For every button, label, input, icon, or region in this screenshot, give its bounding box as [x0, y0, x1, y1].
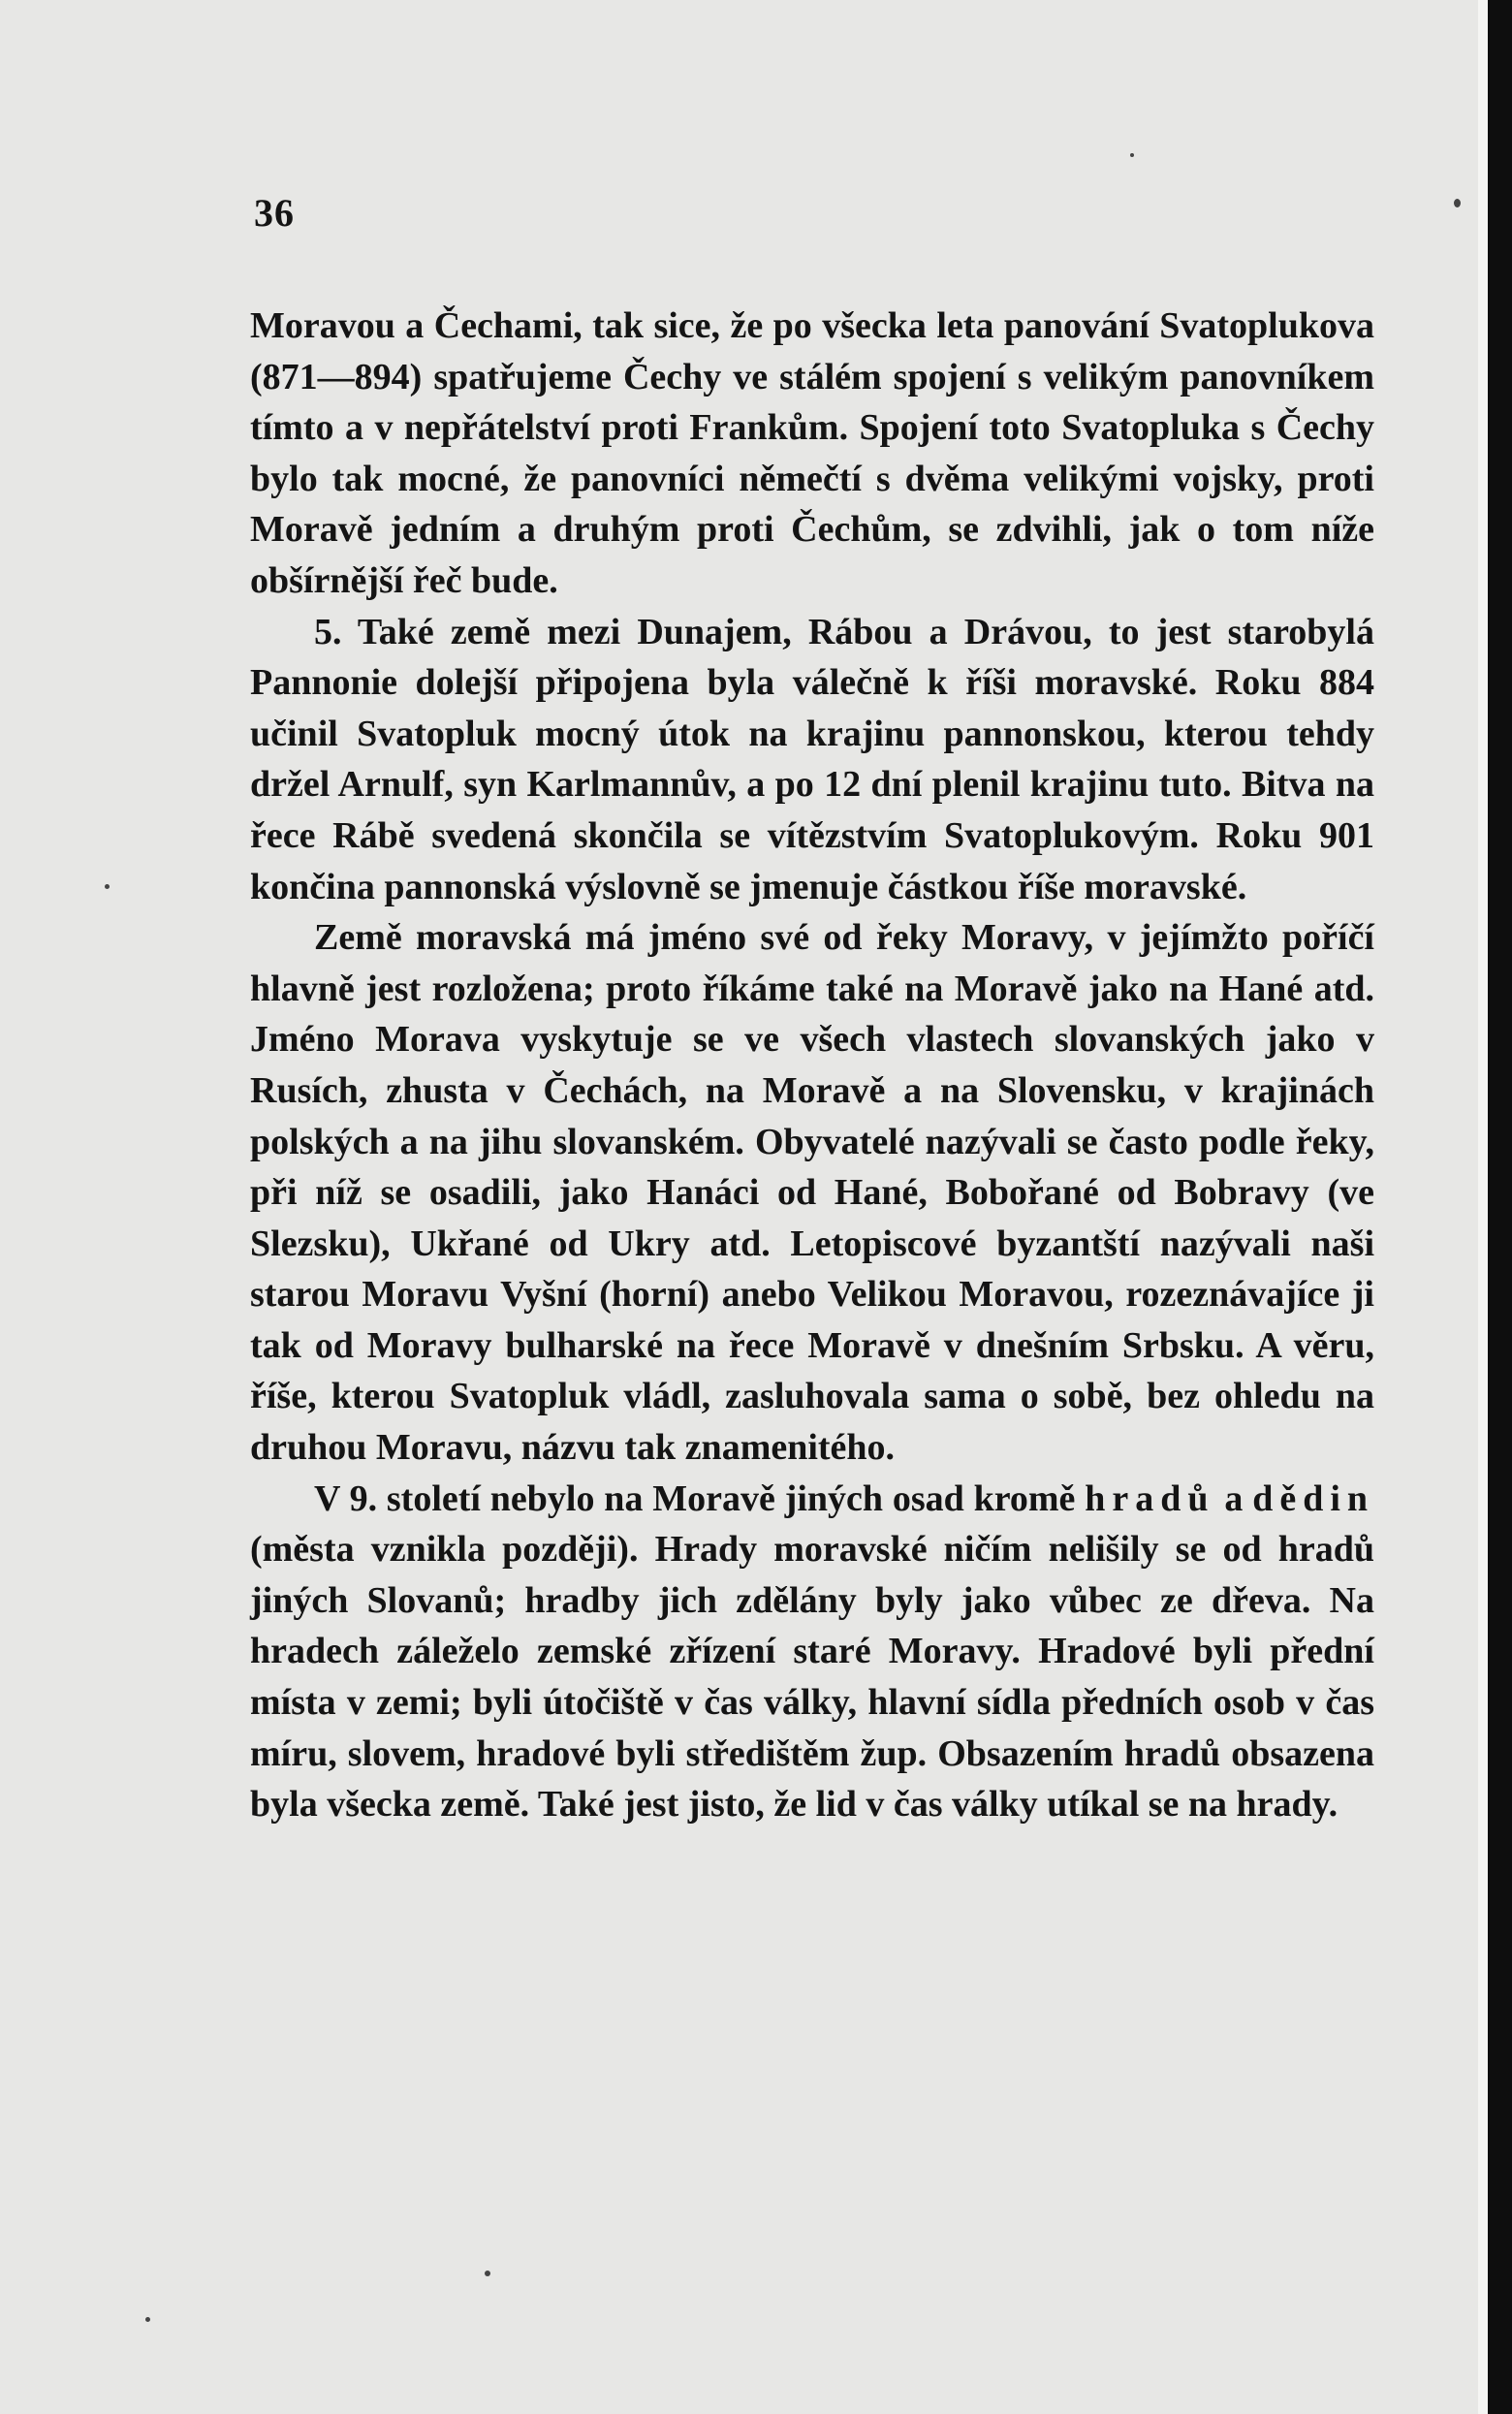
paragraph-4-text-c: (města vznikla později). Hrady moravské ničím nelišily se od hradů jiných Slovanů; hradby jich zdělány byly jako vůbec ze dřeva. Na hradech záleželo zemské zřízení staré Moravy. Hradové byli přední místa v zemi; byli útočiště v čas války, hlavní sídla předních osob v čas míru, slovem, hradové byli středištěm žup. Obsazením hradů obsazena byla všecka země. Také jest jisto, že lid v čas války utíkal se na hrady. — [250, 1529, 1374, 1826]
spaced-word-hradu: hradů — [1085, 1477, 1215, 1519]
paragraph-4-text-a: V 9. století nebylo na Moravě jiných osad kromě — [314, 1477, 1086, 1519]
paragraph-3 — [250, 912, 1374, 1474]
scan-edge — [1488, 0, 1512, 2414]
paragraph-4 — [250, 1474, 1374, 1830]
paper-speck — [485, 2271, 490, 2276]
paragraph-2 — [250, 607, 1374, 913]
spaced-word-dedin: dědin — [1252, 1477, 1375, 1519]
paragraph-4-text-b: a — [1214, 1477, 1253, 1519]
page-number: 36 — [254, 191, 295, 235]
paragraph-1-text: Moravou a Čechami, tak sice, že po všecka leta panování Svatoplukova (871—894) spatřujeme Čechy ve stálém spojení s velikým panovníkem tímto a v nepřátelství proti Frankům. Spojení toto Svatopluka s Čechy bylo tak mocné, že panovníci němečtí s dvěma velikými vojsky, proti Moravě jedním a druhým proti Čechům, se zdvihli, jak o tom níže obšírnější řeč bude. — [250, 305, 1374, 601]
paragraph-3-text: Země moravská má jméno své od řeky Moravy, v jejímžto poříčí hlavně jest rozložena; proto říkáme také na Moravě jako na Hané atd. Jméno Morava vyskytuje se ve všech vlastech slovanských jako v Rusích, zhusta v Čechách, na Moravě a na Slovensku, v krajinách polských a na jihu slovanském. Obyvatelé nazývali se často podle řeky, při níž se osadili, jako Hanáci od Hané, Bobořané od Bobravy (ve Slezsku), Ukřané od Ukry atd. Letopiscové byzantští nazývali naši starou Moravu Vyšní (horní) anebo Velikou Moravou, rozeznávajíce ji tak od Moravy bulharské na řece Moravě v dnešním Srbsku. A věru, říše, kterou Svatopluk vládl, zasluhovala sama o sobě, bez ohledu na druhou Moravu, názvu tak znamenitého. — [250, 917, 1374, 1469]
paper-speck — [105, 884, 110, 889]
paper-speck — [1454, 199, 1461, 207]
paragraph-1 — [250, 301, 1374, 607]
paper-speck — [145, 2317, 150, 2322]
body-text — [250, 301, 1374, 1830]
paragraph-2-text: 5. Také země mezi Dunajem, Rábou a Drávou, to jest starobylá Pannonie dolejší připojena byla válečně k říši moravské. Roku 884 učinil Svatopluk mocný útok na krajinu pannonskou, kterou tehdy držel Arnulf, syn Karlmannův, a po 12 dní plenil krajinu tuto. Bitva na řece Rábě svedená skončila se vítězstvím Svatoplukovým. Roku 901 končina pannonská výslovně se jmenuje částkou říše moravské. — [250, 611, 1374, 907]
paper-speck — [1130, 153, 1134, 157]
